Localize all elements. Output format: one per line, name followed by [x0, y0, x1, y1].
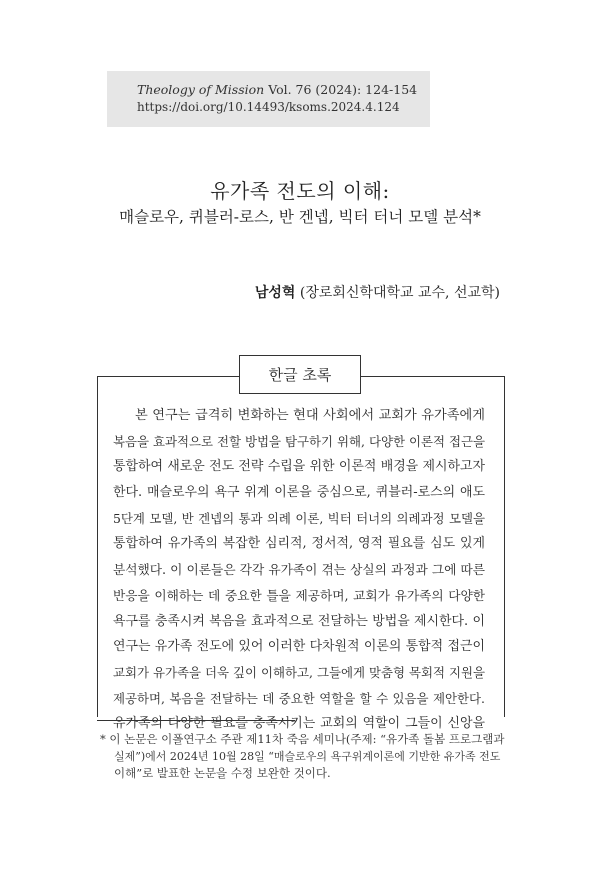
abstract-line: 한다. 매슬로우의 욕구 위계 이론을 중심으로, 퀴블러-로스의 애도 — [113, 485, 485, 501]
paper-title: 유가족 전도의 이해: — [210, 179, 390, 203]
abstract-line: 본 연구는 급격히 변화하는 현대 사회에서 교회가 유가족에게 — [135, 408, 485, 423]
footnote-line: 이해”로 발표한 논문을 수정 보완한 것이다. — [114, 766, 331, 780]
paper-subtitle: 매슬로우, 퀴블러-로스, 반 겐넵, 빅터 터너 모델 분석* — [119, 208, 481, 226]
author-name: 남성혁 — [254, 285, 296, 301]
abstract-line: 반응을 이해하는 데 중요한 틀을 제공하며, 교회가 유가족의 다양한 — [113, 587, 485, 603]
abstract-line: 5단계 모델, 반 겐넵의 통과 의례 이론, 빅터 터너의 의례과정 모델을 — [113, 510, 485, 526]
abstract-line: 교회가 유가족을 더욱 깊이 이해하고, 그들에게 맞춤형 목회적 지원을 — [113, 664, 485, 680]
author-line — [255, 282, 500, 302]
abstract-line: 제공하며, 복음을 전달하는 데 중요한 역할을 할 수 있음을 제안한다. — [113, 690, 485, 706]
footnote — [100, 731, 505, 782]
volume-pages: Vol. 76 (2024): 124-154 — [268, 82, 418, 97]
abstract-line: 분석했다. 이 이론들은 각각 유가족이 겪는 상실의 과정과 그에 따른 — [113, 562, 485, 578]
journal-citation — [137, 82, 417, 97]
footnote-line: 실제”)에서 2024년 10월 28일 “매슬로우의 욕구위계이론에 기반한 유가족 전도 — [114, 750, 501, 763]
footnote-line: * 이 논문은 이폴연구소 주관 제11차 죽음 세미나(주제: “유가족 돌봄 프로그램과 — [100, 732, 505, 746]
abstract-line: 연구는 유가족 전도에 있어 이러한 다차원적 이론의 통합적 접근이 — [113, 639, 485, 655]
abstract-line: 유가족의 다양한 필요를 충족시키는 교회의 역할이 그들이 신앙을 — [113, 716, 485, 732]
abstract-line: 통합하여 유가족의 복잡한 심리적, 정서적, 영적 필요를 심도 있게 — [113, 536, 485, 552]
abstract-heading: 한글 초록 — [239, 355, 361, 394]
abstract-body — [113, 403, 485, 737]
journal-citation-box — [107, 71, 430, 127]
abstract-line: 욕구를 충족시켜 복음을 효과적으로 전달하는 방법을 제시한다. 이 — [113, 613, 485, 629]
abstract-line: 복음을 효과적으로 전할 방법을 탐구하기 위해, 다양한 이론적 접근을 — [113, 433, 485, 449]
footnote-divider — [97, 720, 295, 721]
doi-link[interactable]: https://doi.org/10.14493/ksoms.2024.4.124 — [137, 100, 400, 114]
journal-name: Theology of Mission — [137, 82, 265, 97]
abstract-line: 통합하여 새로운 전도 전략 수립을 위한 이론적 배경을 제시하고자 — [113, 459, 485, 475]
author-affiliation: (장로회신학대학교 교수, 선교학) — [299, 285, 500, 301]
